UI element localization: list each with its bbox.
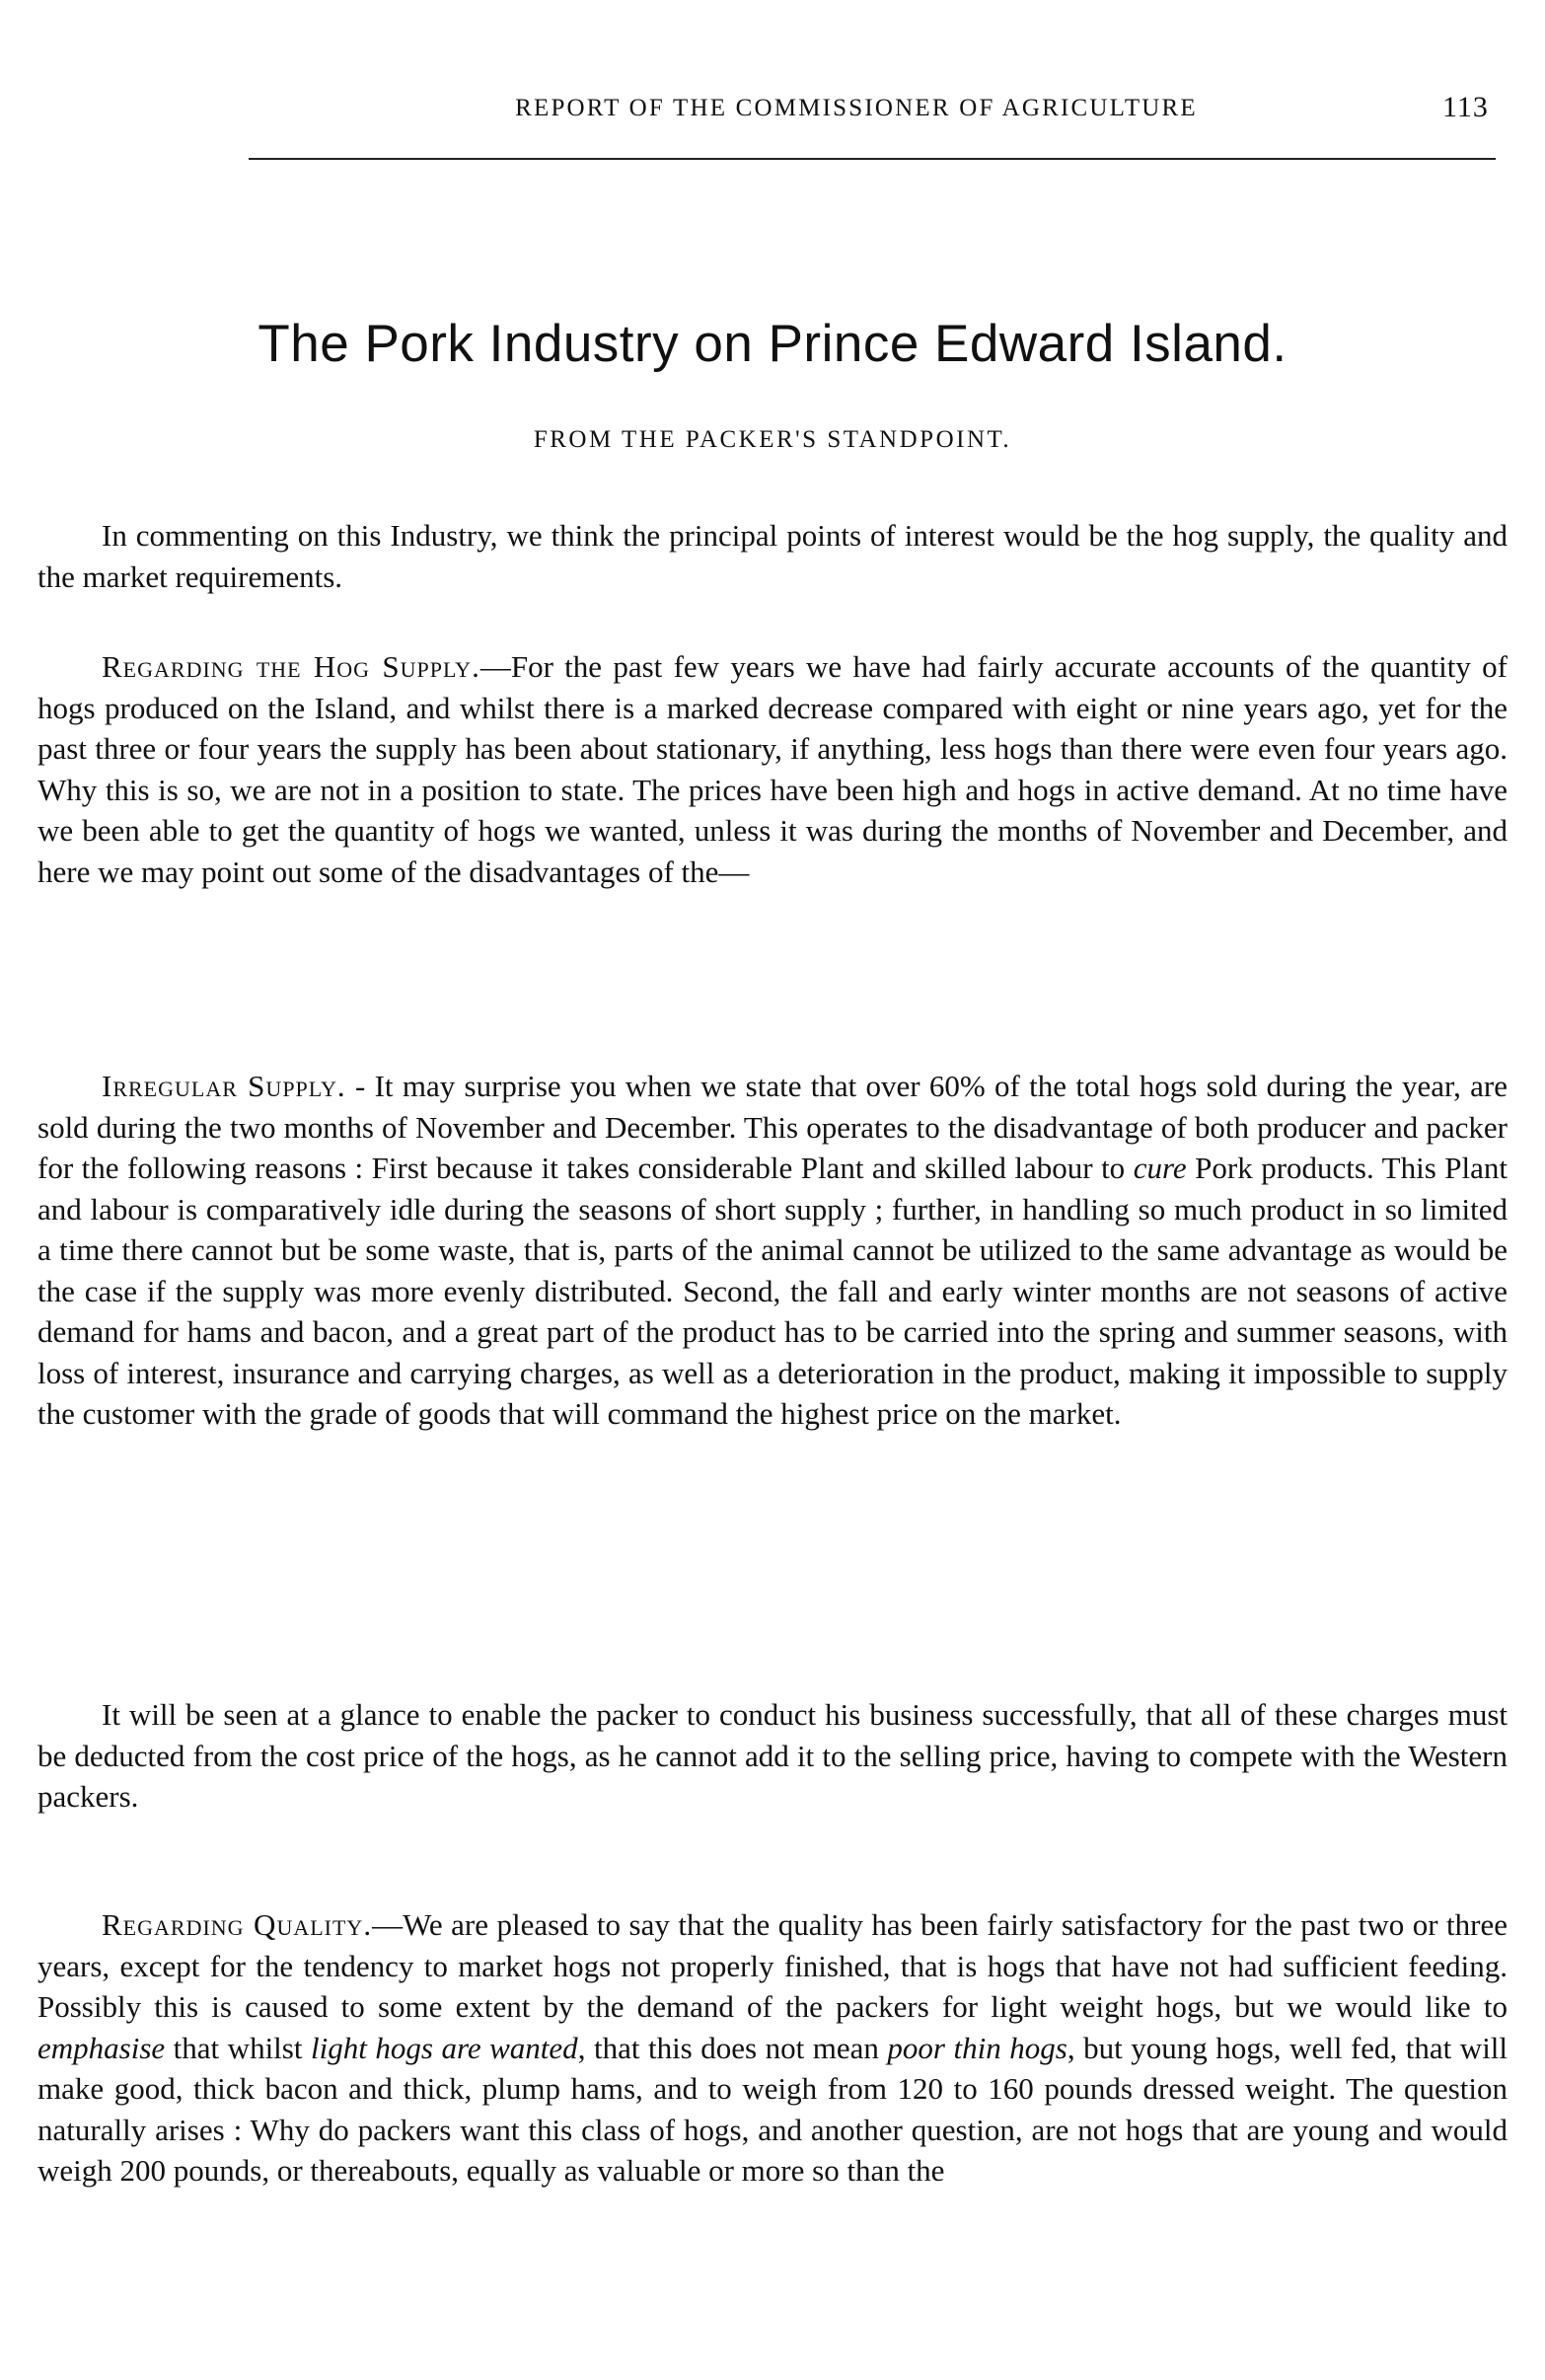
paragraph-irregular-supply-text-a: - It may surprise you when we state that over 60% of the total hogs sold during the year, are sold during the two months of November and December. This operates to the disadvantage of both producer and packer for the following reasons : First because it takes considerable Plant and skilled labour to <box>37 1069 1508 1185</box>
paragraph-hog-supply <box>37 646 1508 892</box>
page-number: 113 <box>1442 91 1489 123</box>
paragraph-quality-text-d: , but young hogs, well fed, that will make good, thick bacon and thick, plump hams, and to weigh from 120 to 160 pounds dressed weight. The question naturally arises : Why do packers want this class of hogs, and another question, are not hogs that are young and would weigh 200 pounds, or thereabouts, equally as valuable or more so than the <box>37 2030 1508 2188</box>
emphasis-cure: cure <box>1133 1151 1187 1185</box>
paragraph-hog-supply-text: —For the past few years we have had fairly accurate accounts of the quantity of hogs produced on the Island, and whilst there is a marked decrease compared with eight or nine years ago, yet for the past three or four years the supply has been about stationary, if anything, less hogs than there were even four years ago. Why this is so, we are not in a position to state. The prices have been high and hogs in active demand. At no time have we been able to get the quantity of hogs we wanted, unless it was during the months of November and December, and here we may point out some of the disadvantages of the— <box>37 649 1508 889</box>
paragraph-quality-text-b: that whilst <box>165 2030 311 2065</box>
running-head: REPORT OF THE COMMISSIONER OF AGRICULTURE <box>515 95 1198 121</box>
article-subtitle: FROM THE PACKER'S STANDPOINT. <box>533 426 1012 453</box>
paragraph-irregular-supply <box>37 1066 1508 1435</box>
emphasis-light-hogs: light hogs are wanted <box>311 2030 578 2065</box>
paragraph-costs: It will be seen at a glance to enable the packer to conduct his business successfully, that all of these charges must be deducted from the cost price of the hogs, as he cannot add it to the selling price, having to compete with the Western packers. <box>37 1697 1508 1814</box>
paragraph-quality-text-c: , that this does not mean <box>577 2030 888 2065</box>
emphasis-emphasise: emphasise <box>37 2030 166 2065</box>
article-title: The Pork Industry on Prince Edward Island. <box>258 315 1288 373</box>
section-heading-irregular-supply: Irregular Supply. <box>102 1069 346 1103</box>
emphasis-poor-thin-hogs: poor thin hogs <box>887 2030 1067 2065</box>
section-heading-quality: Regarding Quality. <box>102 1907 373 1942</box>
paragraph-irregular-supply-text-b: Pork products. This Plant and labour is comparatively idle during the seasons of short supply ; further, in handling so much product in so limited a time there cannot but be some waste, that is, parts of the animal cannot be utilized to the same advantage as would be the case if the supply was more evenly distributed. Second, the fall and early winter months are not seasons of active demand for hams and bacon, and a great part of the product has to be carried into the spring and summer seasons, with loss of interest, insurance and carrying charges, as well as a deterioration in the product, making it impossible to supply the customer with the grade of goods that will command the highest price on the market. <box>37 1151 1508 1431</box>
paragraph-quality <box>37 1904 1508 2192</box>
paragraph-quality-text-a: —We are pleased to say that the quality has been fairly satisfactory for the past two or three years, except for the tendency to market hogs not properly finished, that is hogs that have not had sufficient feeding. Possibly this is caused to some extent by the demand of the packers for light weight hogs, but we would like to <box>37 1907 1508 2024</box>
paragraph-intro: In commenting on this Industry, we think the principal points of interest would be the hog supply, the quality and the market requirements. <box>37 518 1508 594</box>
section-heading-hog-supply: Regarding the Hog Supply. <box>102 649 480 684</box>
header-rule <box>249 158 1496 160</box>
